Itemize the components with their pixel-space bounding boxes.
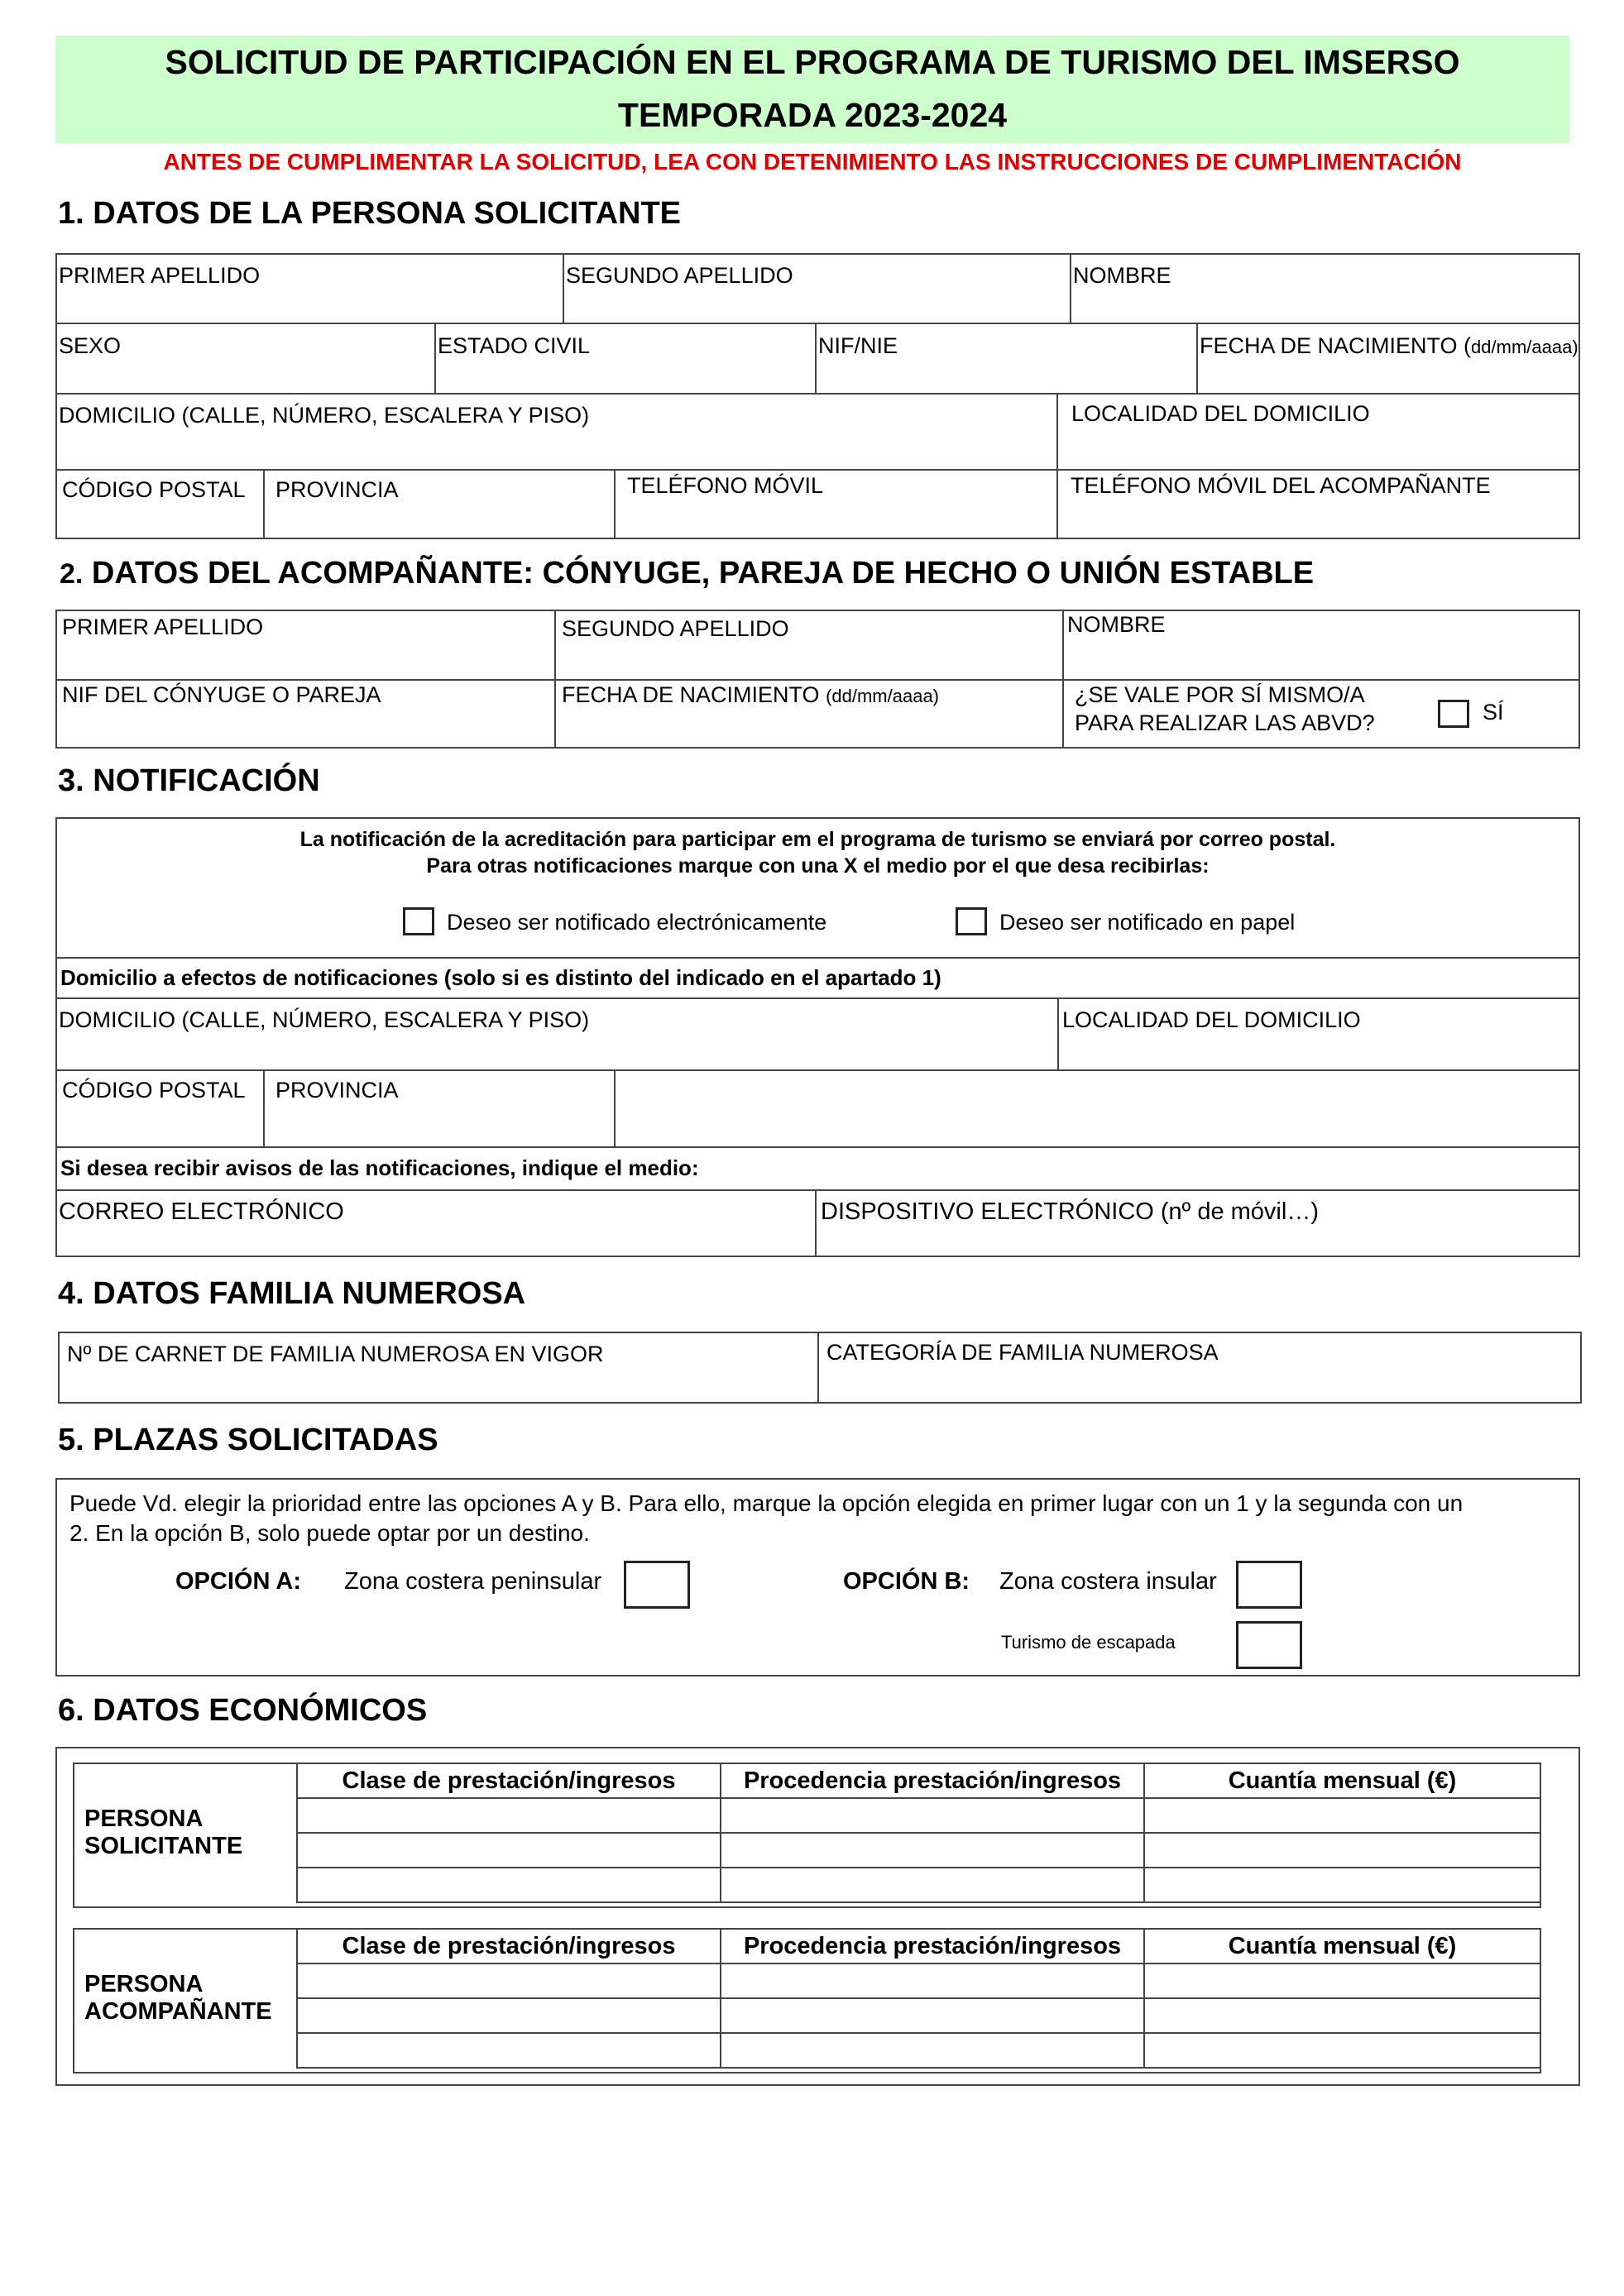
instructions-warning: ANTES DE CUMPLIMENTAR LA SOLICITUD, LEA CON DETENIMIENTO LAS INSTRUCCIONES DE CUMPLIMENTACIÓN (163, 149, 1462, 175)
econ-cell[interactable] (297, 1868, 721, 1902)
plazas-intro-line1: Puede Vd. elegir la prioridad entre las opciones A y B. Para ello, marque la opción elegida en primer lugar con un 1 y la segunda con un (69, 1490, 1464, 1516)
field-sexo[interactable]: SEXO (59, 333, 122, 358)
divider (55, 393, 1580, 395)
option-b-insular-box[interactable] (1236, 1561, 1302, 1609)
divider (55, 1069, 1580, 1071)
econ-cell[interactable] (297, 1833, 721, 1868)
field-telefono-movil[interactable]: TELÉFONO MÓVIL (627, 473, 824, 498)
econ-cell[interactable] (721, 1833, 1144, 1868)
econ-cell[interactable] (1144, 1833, 1540, 1868)
econ-cell[interactable] (721, 1964, 1144, 1998)
divider (55, 997, 1580, 999)
divider (55, 957, 1580, 959)
econ-table-acompanante (73, 1928, 1541, 2069)
divider (1196, 323, 1198, 393)
field-correo[interactable]: CORREO ELECTRÓNICO (59, 1198, 344, 1225)
divider (1070, 253, 1071, 323)
field-dispositivo[interactable]: DISPOSITIVO ELECTRÓNICO (nº de móvil…) (821, 1198, 1319, 1225)
econ-table-solicitante (73, 1763, 1541, 1903)
acomp-fecha-format: (dd/mm/aaaa) (826, 686, 940, 706)
econ-cell[interactable] (721, 1798, 1144, 1833)
section-5-title: 5. PLAZAS SOLICITADAS (58, 1423, 438, 1457)
econ-cell[interactable] (1144, 1998, 1540, 2033)
divider (817, 1332, 819, 1404)
divider (1062, 610, 1064, 749)
divider (815, 1189, 817, 1257)
econ-acomp-line1: PERSONA (84, 1971, 204, 1997)
econ-cell[interactable] (721, 1998, 1144, 2033)
avisos-heading: Si desea recibir avisos de las notificaciones, indique el medio: (60, 1155, 699, 1180)
section-3-title: 3. NOTIFICACIÓN (58, 763, 320, 798)
option-a-priority-box[interactable] (624, 1561, 690, 1609)
abvd-si-label: SÍ (1483, 700, 1504, 725)
econ-cell[interactable] (721, 1868, 1144, 1902)
econ-acompanante-label (73, 1929, 297, 2068)
field-telefono-acompanante[interactable]: TELÉFONO MÓVIL DEL ACOMPAÑANTE (1071, 473, 1491, 498)
econ-cell[interactable] (721, 2033, 1144, 2068)
econ-cell[interactable] (297, 1798, 721, 1833)
notif-info-line2: Para otras notificaciones marque con una X el medio por el que desa recibirlas: (426, 854, 1210, 878)
econ-solicitante-label (73, 1763, 297, 1902)
section-2-number: 2. (60, 558, 84, 590)
field-localidad[interactable]: LOCALIDAD DEL DOMICILIO (1071, 401, 1370, 426)
econ-cell[interactable] (297, 1964, 721, 1998)
col-procedencia: Procedencia prestación/ingresos (721, 1763, 1144, 1798)
field-notif-domicilio[interactable]: DOMICILIO (CALLE, NÚMERO, ESCALERA Y PISO) (59, 1007, 590, 1032)
option-b-escapada: Turismo de escapada (1001, 1632, 1176, 1653)
col-clase: Clase de prestación/ingresos (297, 1763, 721, 1798)
divider (434, 323, 436, 393)
notif-electronic-label: Deseo ser notificado electrónicamente (447, 910, 827, 935)
section-6-title: 6. DATOS ECONÓMICOS (58, 1693, 428, 1728)
notif-electronic-checkbox[interactable] (403, 907, 434, 935)
field-acomp-nombre[interactable]: NOMBRE (1067, 612, 1166, 637)
field-acomp-nif[interactable]: NIF DEL CÓNYUGE O PAREJA (62, 682, 381, 707)
field-provincia[interactable]: PROVINCIA (275, 477, 399, 502)
divider (263, 469, 265, 539)
notif-paper-label: Deseo ser notificado en papel (999, 910, 1296, 935)
col-cuantia: Cuantía mensual (€) (1144, 1929, 1540, 1964)
field-domicilio[interactable]: DOMICILIO (CALLE, NÚMERO, ESCALERA Y PISO) (59, 403, 590, 428)
abvd-si-checkbox[interactable] (1438, 700, 1469, 728)
field-codigo-postal[interactable]: CÓDIGO POSTAL (62, 477, 246, 502)
section-1-title: 1. DATOS DE LA PERSONA SOLICITANTE (58, 196, 682, 231)
notif-address-heading: Domicilio a efectos de notificaciones (solo si es distinto del indicado en el apartado 1) (60, 965, 941, 990)
field-notif-cp[interactable]: CÓDIGO POSTAL (62, 1078, 246, 1103)
divider (614, 469, 616, 539)
field-acomp-fecha[interactable] (562, 682, 939, 708)
field-carnet[interactable]: Nº DE CARNET DE FAMILIA NUMEROSA EN VIGOR (67, 1342, 604, 1366)
econ-cell[interactable] (297, 1998, 721, 2033)
divider (55, 469, 1580, 471)
abvd-question-line2: PARA REALIZAR LAS ABVD? (1075, 710, 1375, 735)
field-segundo-apellido[interactable]: SEGUNDO APELLIDO (566, 263, 793, 288)
econ-cell[interactable] (1144, 1868, 1540, 1902)
plazas-intro-line2: 2. En la opción B, solo puede optar por un destino. (69, 1520, 590, 1546)
econ-solicitante-line2: SOLICITANTE (84, 1833, 243, 1859)
option-b-zone: Zona costera insular (999, 1568, 1217, 1595)
section-2-title (60, 556, 1314, 591)
field-notif-localidad[interactable]: LOCALIDAD DEL DOMICILIO (1062, 1007, 1361, 1032)
acomp-fecha-label: FECHA DE NACIMIENTO (562, 682, 820, 707)
fecha-label: FECHA DE NACIMIENTO ( (1200, 333, 1472, 358)
field-acomp-primer-apellido[interactable]: PRIMER APELLIDO (62, 615, 264, 639)
divider (563, 253, 564, 323)
notif-info-line1: La notificación de la acreditación para participar em el programa de turismo se enviará por correo postal. (299, 828, 1336, 851)
section-3-table (55, 817, 1580, 1257)
field-primer-apellido[interactable]: PRIMER APELLIDO (59, 263, 261, 288)
option-b-escapada-box[interactable] (1236, 1621, 1302, 1669)
form-title: SOLICITUD DE PARTICIPACIÓN EN EL PROGRAMA DE TURISMO DEL IMSERSO (165, 43, 1460, 81)
divider (1056, 393, 1058, 539)
fecha-format: dd/mm/aaaa) (1471, 337, 1578, 357)
divider (55, 323, 1580, 324)
section-2-heading: DATOS DEL ACOMPAÑANTE: CÓNYUGE, PAREJA DE HECHO O UNIÓN ESTABLE (91, 556, 1315, 591)
econ-solicitante-line1: PERSONA (84, 1806, 204, 1832)
econ-acomp-line2: ACOMPAÑANTE (84, 1998, 272, 2025)
divider (614, 1069, 616, 1146)
section-4-title: 4. DATOS FAMILIA NUMEROSA (58, 1276, 526, 1311)
col-procedencia: Procedencia prestación/ingresos (721, 1929, 1144, 1964)
col-clase: Clase de prestación/ingresos (297, 1929, 721, 1964)
divider (554, 610, 556, 749)
field-fecha-nacimiento[interactable] (1200, 333, 1578, 359)
field-nombre[interactable]: NOMBRE (1073, 263, 1171, 288)
option-b-label: OPCIÓN B: (843, 1568, 970, 1595)
econ-cell[interactable] (297, 2033, 721, 2068)
field-categoria[interactable]: CATEGORÍA DE FAMILIA NUMEROSA (826, 1340, 1219, 1365)
divider (815, 323, 817, 393)
divider (263, 1069, 265, 1146)
divider (55, 679, 1580, 681)
field-nif[interactable]: NIF/NIE (818, 333, 898, 358)
econ-cell[interactable] (1144, 1798, 1540, 1833)
form-season: TEMPORADA 2023-2024 (617, 96, 1008, 134)
abvd-question-line1: ¿SE VALE POR SÍ MISMO/A (1075, 682, 1365, 707)
col-cuantia: Cuantía mensual (€) (1144, 1763, 1540, 1798)
field-acomp-segundo-apellido[interactable]: SEGUNDO APELLIDO (562, 616, 789, 641)
option-a-zone: Zona costera peninsular (344, 1568, 602, 1595)
field-estado-civil[interactable]: ESTADO CIVIL (438, 333, 591, 358)
econ-cell[interactable] (1144, 1964, 1540, 1998)
divider (55, 1146, 1580, 1148)
econ-cell[interactable] (1144, 2033, 1540, 2068)
option-a-label: OPCIÓN A: (175, 1568, 301, 1595)
notif-paper-checkbox[interactable] (956, 907, 987, 935)
field-notif-provincia[interactable]: PROVINCIA (275, 1078, 399, 1103)
divider (55, 1189, 1580, 1191)
divider (1057, 997, 1059, 1069)
